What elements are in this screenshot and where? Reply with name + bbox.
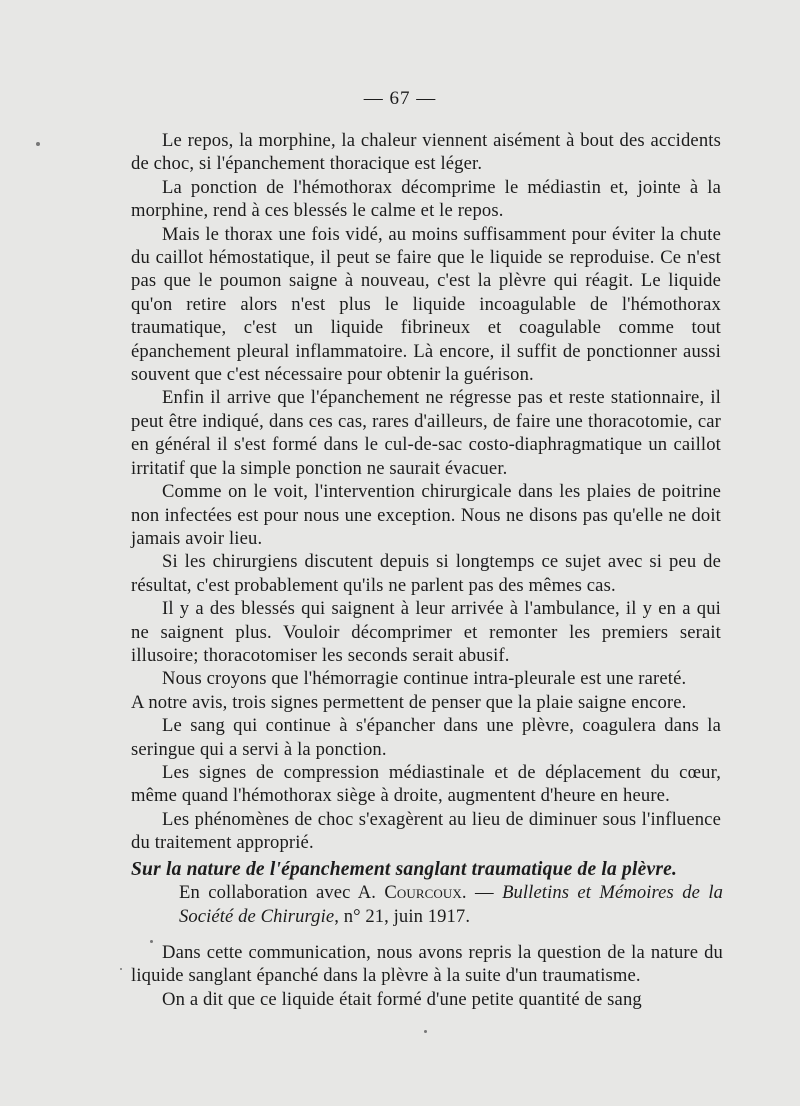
collab-separator: . — [461, 882, 503, 903]
paragraph: On a dit que ce liquide était formé d'une petite quantité de sang [162, 988, 642, 1010]
scan-speck [424, 1030, 427, 1033]
collab-prefix: En collaboration avec A. [179, 882, 385, 903]
section-body [131, 941, 723, 1011]
scan-speck [150, 940, 153, 943]
paragraph: Les signes de compression médiastinale et de déplacement du cœur, même quand l'hémothorax siège à droite, augmentent d'heure en heure. [131, 761, 721, 807]
paragraph: A notre avis, trois signes permettent de penser que la plaie saigne encore. [131, 691, 687, 713]
paragraph: Les phénomènes de choc s'exagèrent au lieu de diminuer sous l'influence du traitement approprié. [131, 808, 721, 854]
scan-speck [120, 968, 122, 970]
paragraph: Comme on le voit, l'intervention chirurgicale dans les plaies de poitrine non infectées est pour nous une exception. Nous ne disons pas qu'elle ne doit jamais avoir lieu. [131, 481, 721, 549]
paragraph: Il y a des blessés qui saignent à leur arrivée à l'ambulance, il y en a qui ne saignent plus. Vouloir décomprimer et remonter les premiers serait illusoire; thoracotomiser les seconds serait abusif. [131, 598, 721, 666]
journal-title: Bulletins et Mémoires de la Société de Chirurgie [179, 882, 723, 927]
issue-info: , n° 21, juin 1917. [334, 906, 471, 927]
paragraph: La ponction de l'hémothorax décomprime le médiastin et, jointe à la morphine, rend à ces blessés le calme et le repos. [131, 176, 721, 222]
bibliography-section [131, 858, 723, 1011]
scan-speck [36, 142, 40, 146]
page-number: — 67 — [363, 88, 437, 109]
paragraph: Si les chirurgiens discutent depuis si longtemps ce sujet avec si peu de résultat, c'est probablement qu'ils ne parlent pas des mêmes cas. [131, 551, 721, 596]
paragraph: Nous croyons que l'hémorragie continue intra-pleurale est une rareté. [162, 668, 687, 690]
paragraph: Dans cette communication, nous avons repris la question de la nature du liquide sanglant épanché dans la plèvre à la suite d'un traumatisme. [131, 942, 723, 987]
paragraph: Mais le thorax une fois vidé, au moins suffisamment pour éviter la chute du caillot hémostatique, il peut se faire que le liquide se reproduise. Ce n'est pas que le poumon saigne à nouveau, c'est la plèvre qui réagit. Le liquide qu'on retire alors n'est plus le liquide incoagulable de l'hémothorax traumatique, c'est un liquide fibrineux et coagulable comme tout épanchement pleural inflammatoire. Là encore, il suffit de ponctionner aussi souvent que c'est nécessaire pour obtenir la guérison. [131, 223, 721, 386]
section-title: Sur la nature de l'épanchement sanglant traumatique de la plèvre. [131, 859, 678, 880]
paragraph: Enfin il arrive que l'épanchement ne régresse pas et reste stationnaire, il peut être indiqué, dans ces cas, rares d'ailleurs, de faire une thoracotomie, car en général il s'est formé dans le cul-de-sac costo-diaphragmatique un caillot irritatif que la simple ponction ne saurait évacuer. [131, 387, 721, 479]
reference [179, 881, 723, 929]
body-text [131, 129, 721, 855]
paragraph: Le repos, la morphine, la chaleur viennent aisément à bout des accidents de choc, si l'épanchement thoracique est léger. [131, 130, 721, 175]
paragraph: Le sang qui continue à s'épancher dans une plèvre, coagulera dans la seringue qui a servi à la ponction. [131, 715, 721, 760]
collab-author: Courcoux [384, 882, 462, 903]
